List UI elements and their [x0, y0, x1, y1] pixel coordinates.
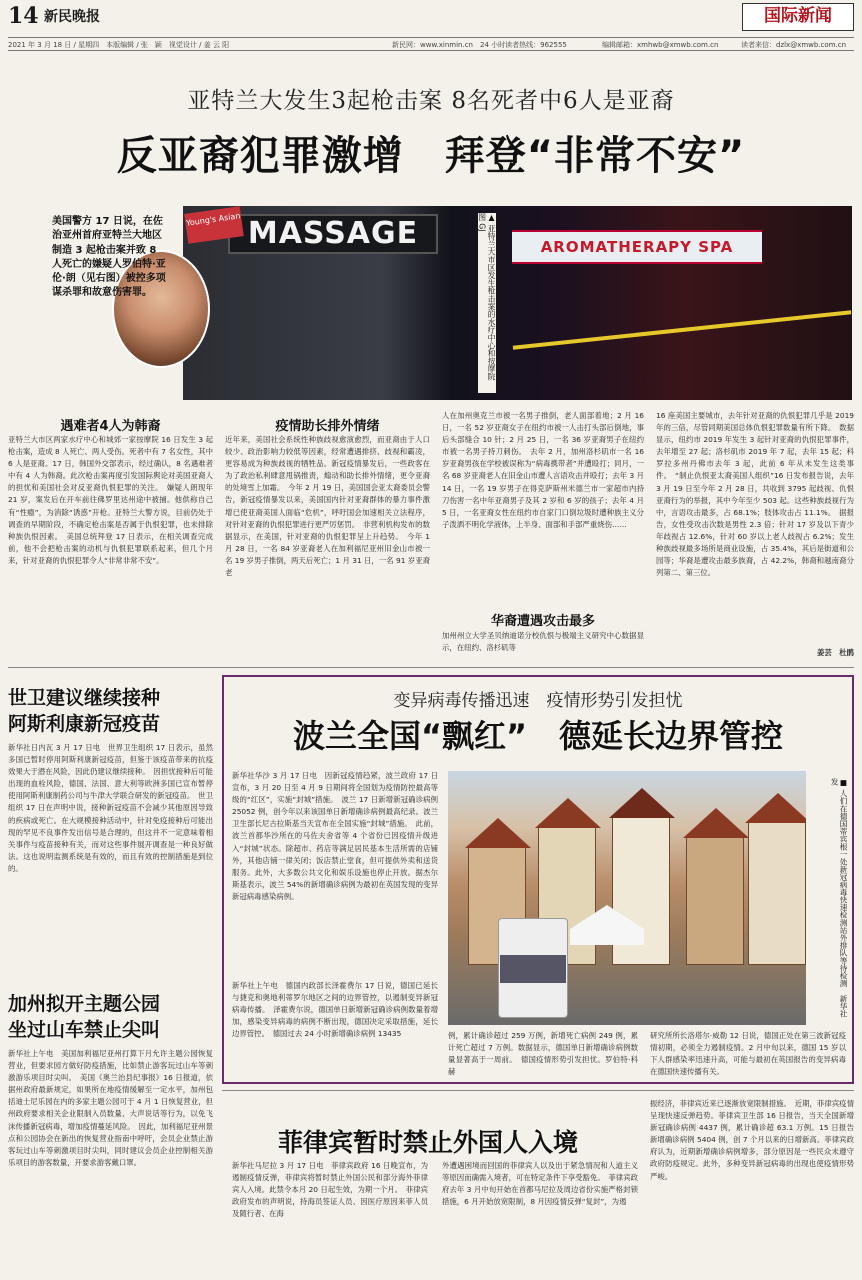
aromatherapy-sign: AROMATHERAPY SPA	[512, 230, 762, 264]
masthead	[0, 0, 862, 36]
box-headline: 波兰全国“飘红” 德延长边界管控	[292, 717, 784, 755]
date-line: 2021 年 3 月 18 日 / 星期四 本版编辑 / 张 颖 视觉设计 / 姜 云 阳	[8, 41, 230, 49]
lead-kicker: 亚特兰大发生3起枪击案 8名死者中6人是亚裔	[187, 88, 675, 114]
young-asian-sign: Young's Asian	[184, 206, 244, 244]
philippines-headline: 菲律宾暂时禁止外国人入境	[277, 1128, 578, 1157]
box-col2-text: 例，累计确诊超过 259 万例，新增死亡病例 249 例，累计死亡超过 7 万例。数据显示，德国单日新增确诊病例数量显著高于一周前。 德国疫情形势引发担忧。罗伯特·科赫	[448, 1031, 638, 1077]
lead-col3-text: 人在加州奥克兰市被一名男子推倒，老人面部着地；2 月 16 日，一名 52 岁亚裔女子在纽约市被一人击打头部后倒地，事后头部缝合 10 针；2 月 25 日，一名 36 岁亚裔男子在纽约市被一名男子持刀刺伤。 去年 2 月，加州洛杉矶市一名 16 岁亚裔男孩在学校被误称为“病毒携带者”并遭殴打；同月，一名 68 岁亚裔老人在旧金山市遭人言语攻击并殴打；去年 3 月 14 日，一名 19 岁男子在得克萨斯州米德兰市一家超市内持刀伤害一名中年亚裔男子及其 2 岁和 6 岁的孩子；去年 4 月 5 日，一名亚裔女性在纽约市自家门口倒垃圾时遭种族主义分子泼洒不明化学液体，上半身、面部和手部严重烧伤……	[442, 411, 644, 529]
lead-byline: 姜芸 杜鹃	[817, 648, 854, 657]
who-text: 新华社日内瓦 3 月 17 日电 世界卫生组织 17 日表示，虽然多国已暂时停用阿斯利康新冠疫苗，但鉴于该疫苗带来的抗疫效果大于潜在风险，因此仍建议继续接种。 因担忧接种后可能出现的血栓风险，德国、法国、意大利等欧洲多国已宣布暂停使用阿斯利康制药公司与牛津大学联合研发的新冠疫苗。 世卫组织 17 日在声明中说，接种新冠疫苗不会减少其他原因导致的疾病或死亡。在大规模接种活动中，针对免疫接种后可能出现的罕见不良事件发出信号是合理的，但这并不一定意味着相关事件与疫苗接种有关，而对这些事件展开调查是一种良好做法。这也说明监测系统是有效的，而且有效的控制措施是到位的。	[8, 743, 213, 873]
photo-caption: 美国警方 17 日说，在佐治亚州首府亚特兰大地区制造 3 起枪击案并致 8 人死亡的嫌疑人罗伯特·亚伦·朗（见右图）被控多项谋杀罪和故意伤害罪。	[52, 216, 166, 299]
divider	[8, 667, 854, 668]
philippines-col2-text: 外遭遇困境而回国的菲律宾人以及出于紧急情况和人道主义等原因而确需入境者，可在特定条件下享受豁免。 菲律宾政府去年 3 月中旬开始在首都马尼拉及周边省份实施严格封锁措施，6 月开始放宽限制，8 月因疫情反弹“复封”，为遏	[442, 1161, 638, 1207]
lead-col1-text: 亚特兰大市区两家水疗中心和城郊一家按摩院 16 日发生 3 起枪击案，造成 8 人死亡、两人受伤。死者中有 7 名女性，其中 6 人是亚裔。17 日，韩国外交部表示，经过确认，8 名遇难者中有 4 人为韩裔。此次枪击案再度引发国际舆论对美国亚裔人的担忧和美国社会对反亚裔仇恨犯罪的关注。 嫌疑人朗现年 21 岁，案发后在开车前往佛罗里达州途中被捕。他供称自己有“性瘾”，为消除“诱惑”开枪。亚特兰大警方说，目前仍处于调查的早期阶段，不确定枪击案是否属于仇恨犯罪，也未排除种族仇恨因素。 美国总统拜登 17 日表示，在相关调查完成前，他不会把枪击案的动机与仇恨犯罪联系起来，但几个月来，针对亚裔的仇恨犯罪令人“非常非常不安”。	[8, 435, 213, 565]
divider	[222, 1090, 854, 1091]
subhead-korean: 遇难者4人为韩裔	[60, 419, 161, 434]
park-headline-1: 加州拟开主题公园	[8, 993, 161, 1015]
who-headline-2: 阿斯利康新冠疫苗	[8, 713, 161, 735]
philippines-col1-text: 新华社马尼拉 3 月 17 日电 菲律宾政府 16 日晚宣布，为遏制疫情反弹，菲律宾将暂时禁止外国公民和部分海外菲律宾人入境。此禁令本月 20 日起生效，为期一个月。 菲律宾政府发布的声明说，持海员签证人员、因医疗原因来菲人员及随行者、在海	[232, 1161, 428, 1219]
philippines-col3-text: 振经济，菲律宾近来已逐渐放宽限制措施。 近期，菲律宾疫情呈现快速反弹趋势。菲律宾卫生部 16 日报告，当天全国新增新冠确诊病例 4437 例，累计确诊超 63.1 万例。15 日报告新增确诊病例 5404 例，创 7 个月以来的日增新高。菲律宾政府认为，近期新增确诊病例增多，部分原因是一些民众未遵守政府防疫规定。此外，多种变异新冠病毒的出现也使疫情形势严峻。	[650, 1099, 854, 1181]
lead-col3-text2: 加州州立大学圣贝纳迪诺分校仇恨与极端主义研究中心数据显示，在纽约、洛杉矶等	[442, 631, 644, 653]
who-headline-1: 世卫建议继续接种	[8, 687, 161, 709]
van-window	[500, 955, 566, 983]
section-label: 国际新闻	[742, 3, 854, 31]
subhead-chinese-attacks: 华裔遭遇攻击最多	[490, 614, 595, 629]
photo-vertical-caption: ▲ 亚特兰大市区发生枪击案的水疗中心和按摩院 图 GJ	[478, 213, 496, 393]
box-kicker: 变异病毒传播迅速 疫情形势引发担忧	[393, 691, 683, 711]
park-text: 新华社上午电 美国加利福尼亚州打算下月允许主题公园恢复营业，但要求园方做好防疫措施，比如禁止游客玩过山车等刺激游乐项目时尖叫。 美国《奥兰治县纪事报》16 日报道，依据州政府最新规定，如果所在地疫情缓解至一定水平，加州包括迪士尼乐园在内的多家主题公园可于 4 月 1 日恢复营业，但州政府要求相关企业限制入员数量、大声说话等行为，以免飞沫传播新冠病毒，增加疫情蔓延风险。 因此，加利福尼亚州景点和公园协会在新出的恢复营业指南中呼吁，会员企业禁止游客玩过山车等刺激项目时尖叫，同时建议会员企业控制相关游乐项目的游客数量，开要求游客戴口罩。	[8, 1049, 213, 1167]
massage-sign: MASSAGE	[228, 214, 438, 254]
page-number: 14	[8, 3, 39, 29]
lead-col2-text: 近年来，美国社会系统性种族歧视愈演愈烈，而亚裔由于人口较少、政治影响力较低等因素，经常遭遇排挤、歧视和霸凌，更容易成为种族歧视的牺牲品。新冠疫情暴发后，一些政客在为了政治私利肆意甩锅推责，煽动和助长排外情绪，更令亚裔的处境雪上加霜。 今年 2 月 19 日，美国国会亚太裔委员会警告，新冠疫情暴发以来，美国国内针对亚裔群体的暴力事件激增已使亚裔美国人面临“危机”，呼吁国会加速相关立法程序，对针对亚裔的仇恨犯罪进行更严厉惩罚。 非营利机构发布的数据显示，在美国，针对亚裔的仇恨犯罪呈上升趋势。 今年 1 月 28 日，一名 84 岁亚裔老人在加利福尼亚州旧金山市被一名 19 岁男子推倒，两天后死亡；1 月 31 日，一名 91 岁亚裔老	[225, 435, 430, 578]
box-photo-caption: ■ 人们在德国蒂宾根一处新冠病毒快速检测站外排队等待检测 新华社发	[830, 778, 848, 1018]
park-headline-2: 坐过山车禁止尖叫	[8, 1019, 161, 1041]
info-bar	[8, 37, 854, 51]
lead-headline: 反亚裔犯罪激增 拜登“非常不安”	[116, 133, 746, 179]
editor-mail: 编辑邮箱：xmhwb@xmwb.com.cn	[602, 41, 719, 49]
newspaper-name: 新民晚报	[44, 9, 100, 25]
box-col1-text-b: 新华社上午电 德国内政部长泽霍费尔 17 日说，德国已延长与捷克和奥地利蒂罗尔地区之间的边界管控，以遏制变异新冠病毒传播。 泽霍费尔说，德国单日新增新冠确诊病例数量着增加，感染变异病毒的病例不断出现，德国决定采取措施，延长边界管控。 德国过去 24 小时新增确诊病例 13435	[232, 981, 438, 1039]
lead-col4-text: 16 座美国主要城市，去年针对亚裔的仇恨犯罪几乎是 2019 年的三倍，尽管同期美国总体仇恨犯罪数量有所下降。 数据显示，纽约市 2019 年发生 3 起针对亚裔的仇恨犯罪事件，去年增至 27 起；洛杉矶市 2019 年 7 起，去年 15 起；科罗拉多州丹佛市去年 3 起，此前 6 年从未发生这类事件。 “制止仇恨亚太裔美国人组织”16 日发布报告说，去年 3 月 19 日至今年 2 月 28 日，共收到 3795 起歧视、仇恨亚裔行为的举报，其中今年至少 503 起。这些种族歧视行为中，言语攻击最多，占 68.1%；肢体攻击占 11.1%。 据报告，女性受攻击次数是男性 2.3 倍；针对 17 岁及以下青少年歧视占 12.6%，针对 60 岁以上老人歧视占 6.2%；发生种族歧视最多场所是商业设施，占 35.4%，其后是街道和公园等；华裔是遭攻击最多族裔，占 42.2%，韩裔和越南裔分列第二、第三位。	[656, 411, 854, 578]
subhead-xenophobia: 疫情助长排外情绪	[275, 419, 380, 434]
box-col3-text: 研究所所长洛塔尔·威勒 12 日说，德国正处在第三波新冠疫情初期，必须全力遏制疫情。2 月中旬以来，德国 15 岁以下人群感染率迅速升高，可能与最初在英国报告的变异病毒在德国快速传播有关。	[650, 1031, 846, 1077]
site-line: 新民网：www.xinmin.cn 24 小时读者热线：962555	[392, 41, 567, 49]
box-col1-text: 新华社华沙 3 月 17 日电 因新冠疫情趋紧，波兰政府 17 日宣布，3 月 20 日至 4 月 9 日期间将全国划为疫情防控最高等级的“红区”，实施“封城”措施。 波兰 17 日新增新冠确诊病例 25052 例，创今年以来该国单日新增确诊病例最高纪录。波兰卫生部长尼古拉斯基当天宣布在全国实施“封城”措施。 此前，波兰首都华沙所在的马佐夫舍省等 4 个省份已因疫情升级进入“封城”状态。除超市、药店等满足居民基本生活所需的店铺外，其他店铺一律关闭；饭店禁止堂食，但可提供外卖和送货服务。此外，大多数公共文化和娱乐设施也停止开放。据杰尔斯基表示，波兰 54%的新增确诊病例为最初在英国发现的变异新冠病毒感染病例。	[232, 771, 438, 901]
reader-mail: 读者来信：dzlx@xmwb.com.cn	[741, 41, 847, 49]
